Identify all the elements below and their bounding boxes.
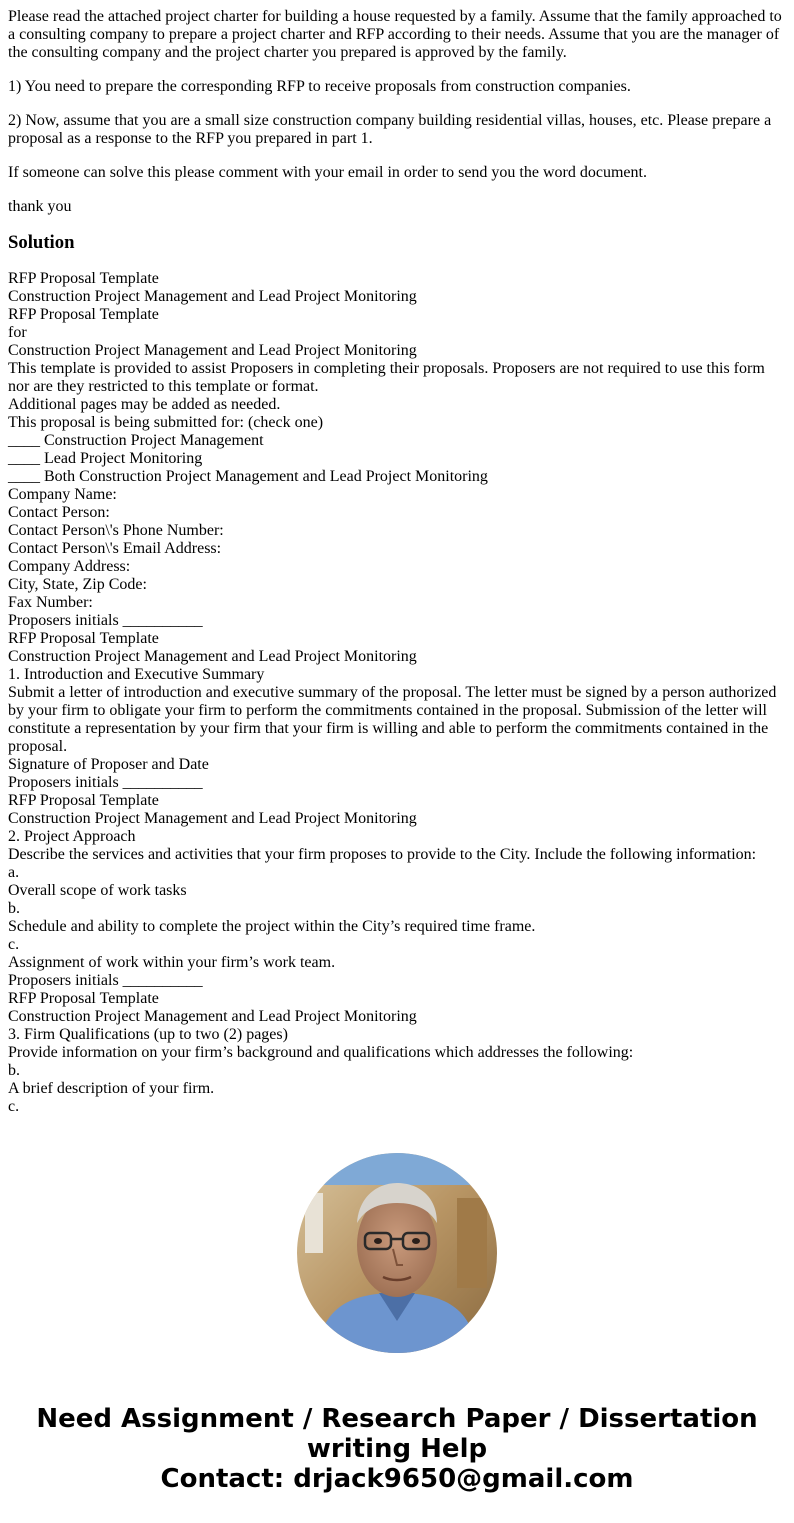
solution-line: Contact Person: xyxy=(8,504,110,521)
solution-line: A brief description of your firm. xyxy=(8,1080,215,1097)
solution-line: Company Name: xyxy=(8,486,117,503)
solution-line: Construction Project Management and Lead Project Monitoring xyxy=(8,810,417,827)
solution-line: Fax Number: xyxy=(8,594,93,611)
solution-body xyxy=(8,270,786,1116)
author-avatar xyxy=(297,1153,497,1353)
solution-line: 3. Firm Qualifications (up to two (2) pages) xyxy=(8,1026,288,1043)
solution-line: RFP Proposal Template xyxy=(8,270,159,287)
solution-line: b. xyxy=(8,900,20,917)
solution-line: Describe the services and activities that your firm proposes to provide to the City. Include the following information: xyxy=(8,846,757,863)
solution-line: Construction Project Management and Lead Project Monitoring xyxy=(8,1008,417,1025)
solution-line: Construction Project Management and Lead Project Monitoring xyxy=(8,342,417,359)
promo-headline: Need Assignment / Research Paper / Dissertation writing Help xyxy=(36,1404,758,1464)
solution-line: RFP Proposal Template xyxy=(8,306,159,323)
solution-line: 1. Introduction and Executive Summary xyxy=(8,666,265,683)
solution-line: Proposers initials __________ xyxy=(8,972,203,989)
solution-line: ____ Lead Project Monitoring xyxy=(8,450,203,467)
solution-heading: Solution xyxy=(8,232,75,253)
promo-contact: Contact: drjack9650@gmail.com xyxy=(160,1464,634,1494)
solution-line: Schedule and ability to complete the project within the City’s required time frame. xyxy=(8,918,536,935)
solution-line: for xyxy=(8,324,27,341)
solution-line: ____ Both Construction Project Management and Lead Project Monitoring xyxy=(8,468,488,485)
solution-line: RFP Proposal Template xyxy=(8,990,159,1007)
solution-line: c. xyxy=(8,1098,20,1115)
solution-line: Signature of Proposer and Date xyxy=(8,756,209,773)
solution-line: c. xyxy=(8,936,20,953)
solution-line: Overall scope of work tasks xyxy=(8,882,187,899)
question-paragraph: 2) Now, assume that you are a small size construction company building residential villas, houses, etc. Please prepare a proposal as a response to the RFP you prepared in part 1. xyxy=(8,112,772,147)
promo-banner xyxy=(0,1404,794,1494)
solution-line: Assignment of work within your firm’s work team. xyxy=(8,954,336,971)
solution-line: Construction Project Management and Lead Project Monitoring xyxy=(8,288,417,305)
question-section xyxy=(8,8,786,216)
solution-line: a. xyxy=(8,864,20,881)
solution-line: RFP Proposal Template xyxy=(8,630,159,647)
solution-line: Proposers initials __________ xyxy=(8,774,203,791)
solution-line: Additional pages may be added as needed. xyxy=(8,396,281,413)
solution-line: 2. Project Approach xyxy=(8,828,136,845)
solution-line: ____ Construction Project Management xyxy=(8,432,264,449)
solution-line: b. xyxy=(8,1062,20,1079)
question-paragraph: Please read the attached project charter for building a house requested by a family. Assume that the family approached to a consulting company to prepare a project charter and RFP according to their needs. Assume that you are the manager of the consulting company and the project charter you prepared is approved by the family. xyxy=(8,8,782,61)
question-paragraph: If someone can solve this please comment with your email in order to send you the word document. xyxy=(8,164,647,181)
solution-line: Proposers initials __________ xyxy=(8,612,203,629)
solution-line: This template is provided to assist Proposers in completing their proposals. Proposers are not required to use this form nor are they restricted to this template or format. xyxy=(8,360,765,395)
author-portrait-image xyxy=(297,1153,497,1353)
solution-line: Construction Project Management and Lead Project Monitoring xyxy=(8,648,417,665)
solution-line: Company Address: xyxy=(8,558,131,575)
solution-line: This proposal is being submitted for: (check one) xyxy=(8,414,324,431)
solution-line: Submit a letter of introduction and executive summary of the proposal. The letter must be signed by a person authorized by your firm to obligate your firm to perform the commitments contained in the proposal. Submission of the letter will constitute a representation by your firm that your firm is willing and able to perform the commitments contained in the proposal. xyxy=(8,684,777,755)
document-content xyxy=(8,8,786,1116)
solution-line: Provide information on your firm’s background and qualifications which addresses the following: xyxy=(8,1044,634,1061)
solution-line: Contact Person\'s Email Address: xyxy=(8,540,222,557)
solution-line: Contact Person\'s Phone Number: xyxy=(8,522,224,539)
solution-line: City, State, Zip Code: xyxy=(8,576,147,593)
solution-line: RFP Proposal Template xyxy=(8,792,159,809)
question-paragraph: 1) You need to prepare the corresponding RFP to receive proposals from construction companies. xyxy=(8,78,631,95)
question-paragraph: thank you xyxy=(8,198,72,215)
